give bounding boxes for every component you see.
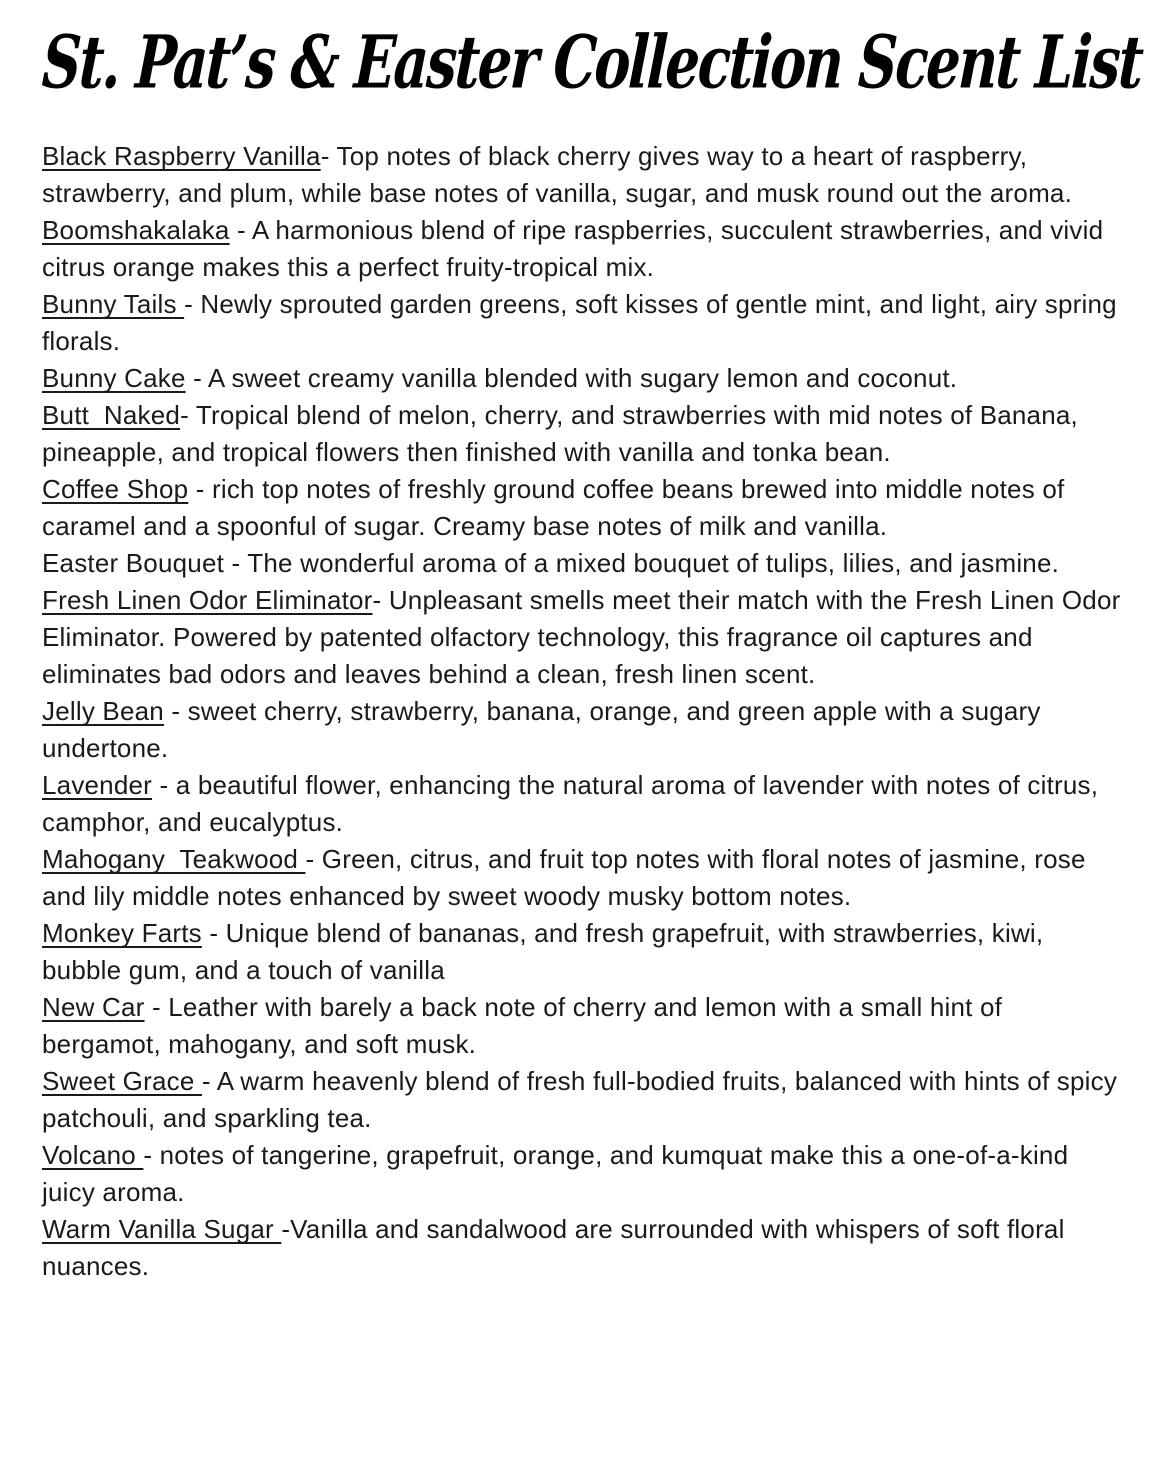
scent-description: -Vanilla and sandalwood are surrounded with whispers of soft floral nuances. [42, 1214, 1072, 1281]
scent-description: - Green, citrus, and fruit top notes with floral notes of jasmine, rose and lily middle notes enhanced by sweet woody musky bottom notes. [42, 844, 1094, 911]
scent-name: Volcano [42, 1140, 144, 1170]
scent-name: Monkey Farts [42, 918, 202, 948]
scent-description: - A harmonious blend of ripe raspberries, succulent strawberries, and vivid citrus orange makes this a perfect fruity-tropical mix. [42, 215, 1111, 282]
scent-description: - sweet cherry, strawberry, banana, orange, and green apple with a sugary undertone. [42, 696, 1049, 763]
scent-description: - Leather with barely a back note of cherry and lemon with a small hint of bergamot, mahogany, and soft musk. [42, 992, 1010, 1059]
scent-entry [42, 212, 1128, 286]
scent-name: Coffee Shop [42, 474, 189, 504]
scent-description: - A warm heavenly blend of fresh full-bodied fruits, balanced with hints of spicy patchouli, and sparkling tea. [42, 1066, 1125, 1133]
scent-name: Bunny Cake [42, 363, 186, 393]
scent-entry [42, 915, 1128, 989]
scent-entry [42, 397, 1128, 471]
scent-entry [42, 138, 1128, 212]
scent-description: - A sweet creamy vanilla blended with sugary lemon and coconut. [185, 363, 958, 393]
scent-entry [42, 545, 1128, 582]
scent-description: - Top notes of black cherry gives way to a heart of raspberry, strawberry, and plum, while base notes of vanilla, sugar, and musk round out the aroma. [42, 141, 1073, 208]
scent-name: Bunny Tails [42, 289, 185, 319]
title-container [40, 18, 1144, 128]
scent-name: Warm Vanilla Sugar [42, 1214, 282, 1244]
page-title: St. Pat’s & Easter Collection Scent List [40, 18, 1144, 105]
scent-name: Mahogany Teakwood [42, 844, 306, 874]
scent-entry [42, 360, 1128, 397]
scent-description: - rich top notes of freshly ground coffee beans brewed into middle notes of caramel and a spoonful of sugar. Creamy base notes of milk and vanilla. [42, 474, 1072, 541]
scent-name: Boomshakalaka [42, 215, 230, 245]
scent-name: Jelly Bean [42, 696, 164, 726]
scent-entry [42, 1137, 1128, 1211]
scent-name: Easter Bouquet [42, 548, 225, 578]
scent-name: Fresh Linen Odor Eliminator [42, 585, 373, 615]
scent-description: - Tropical blend of melon, cherry, and strawberries with mid notes of Banana, pineapple, and tropical flowers then finished with vanilla and tonka bean. [42, 400, 1086, 467]
scent-entry [42, 582, 1128, 693]
scent-entry [42, 471, 1128, 545]
scent-name: Lavender [42, 770, 153, 800]
scent-entry [42, 1063, 1128, 1137]
scent-list [42, 138, 1128, 1285]
scent-name: New Car [42, 992, 145, 1022]
scent-description: - The wonderful aroma of a mixed bouquet of tulips, lilies, and jasmine. [224, 548, 1060, 578]
scent-entry [42, 767, 1128, 841]
scent-name: Butt Naked [42, 400, 181, 430]
scent-description: - Unique blend of bananas, and fresh grapefruit, with strawberries, kiwi, bubble gum, and a touch of vanilla [42, 918, 1051, 985]
scent-entry [42, 989, 1128, 1063]
scent-entry [42, 693, 1128, 767]
scent-entry [42, 1211, 1128, 1285]
scent-description: - Newly sprouted garden greens, soft kisses of gentle mint, and light, airy spring florals. [42, 289, 1125, 356]
scent-description: - a beautiful flower, enhancing the natural aroma of lavender with notes of citrus, camphor, and eucalyptus. [42, 770, 1106, 837]
scent-description: - notes of tangerine, grapefruit, orange, and kumquat make this a one-of-a-kind juicy aroma. [42, 1140, 1076, 1207]
scent-description: - Unpleasant smells meet their match with the Fresh Linen Odor Eliminator. Powered by patented olfactory technology, this fragrance oil captures and eliminates bad odors and leaves behind a clean, fresh linen scent. [42, 585, 1128, 689]
scent-name: Sweet Grace [42, 1066, 202, 1096]
scent-entry [42, 841, 1128, 915]
scent-entry [42, 286, 1128, 360]
scent-name: Black Raspberry Vanilla [42, 141, 321, 171]
